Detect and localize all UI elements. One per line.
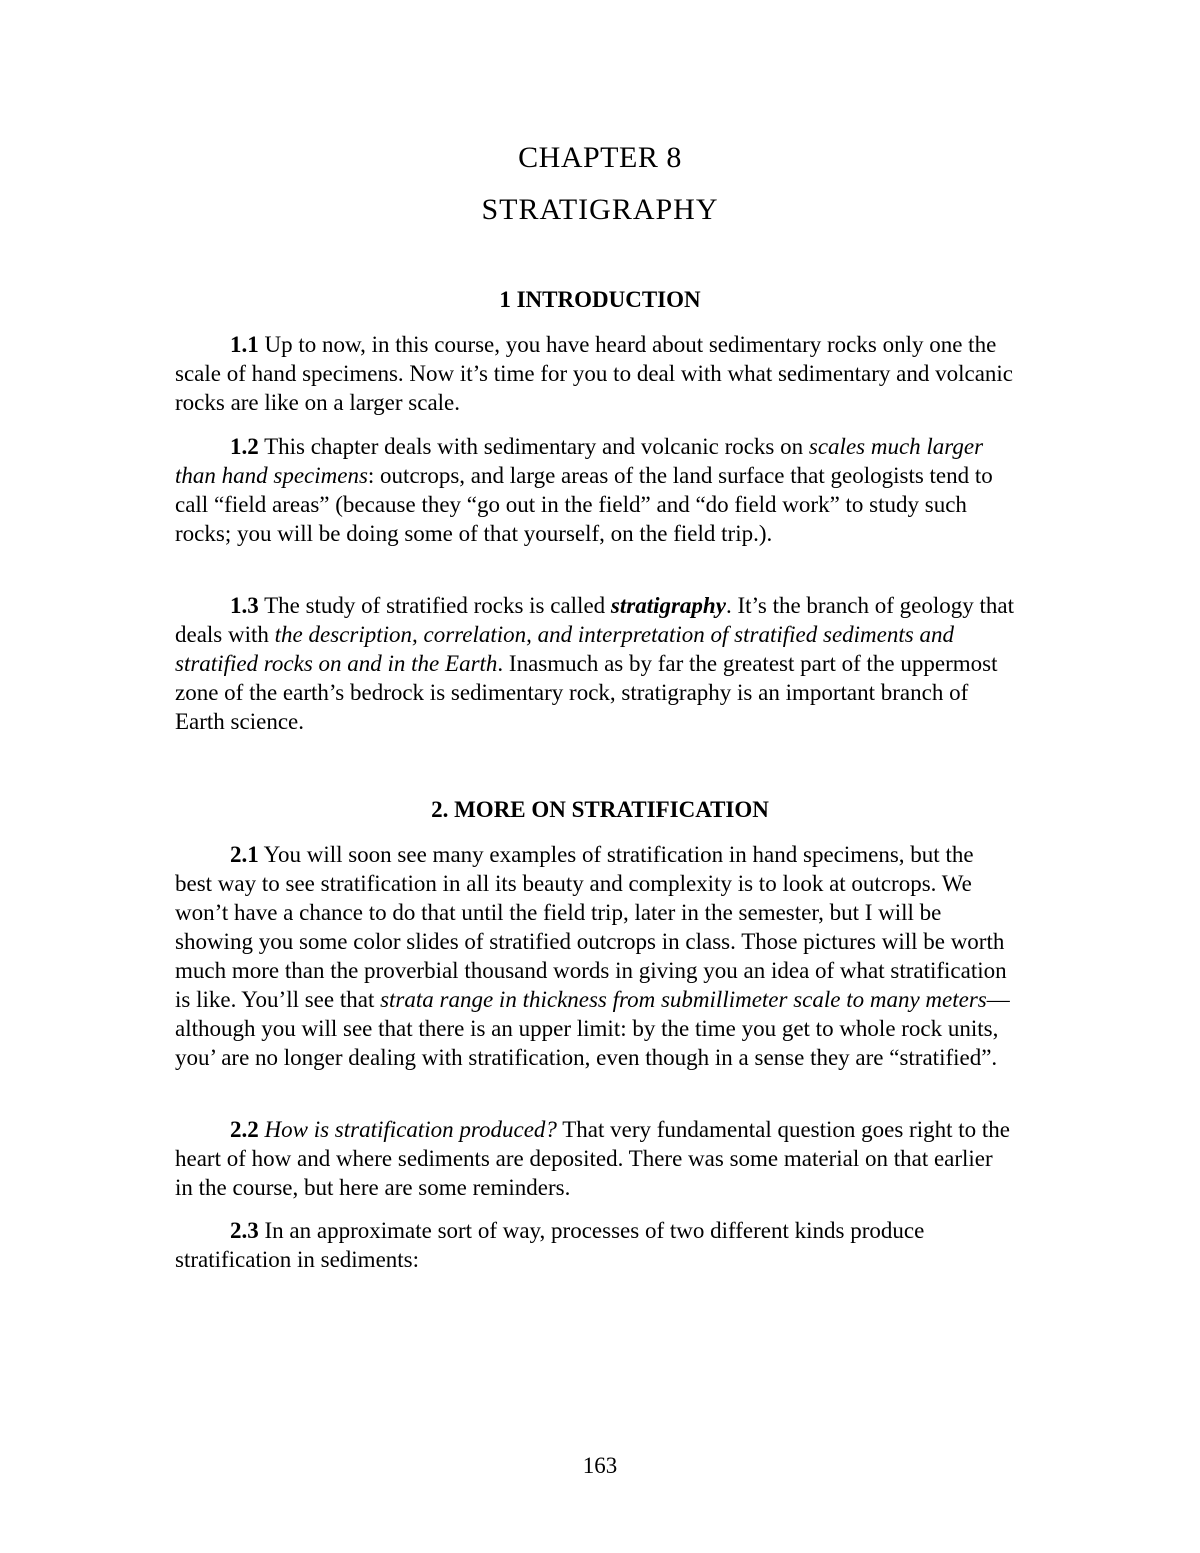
paragraph-text: : outcrops, and large areas of the land surface that geologists tend to call “field areas” (because they “go out in the field” and “do field work” to study such rocks; you will be doing some of that yourself, on the field trip.). — [175, 463, 993, 546]
paragraph-number: 2.1 — [230, 842, 259, 867]
paragraph-text: . Inasmuch as by far the greatest part of the uppermost zone of the earth’s bedrock is sedimentary rock, stratigraphy is an important branch of Earth science. — [175, 651, 998, 734]
paragraph-1-3 — [175, 591, 1015, 736]
paragraph-text: This chapter deals with sedimentary and volcanic rocks on — [258, 434, 809, 459]
paragraph-1-2 — [175, 432, 1015, 548]
paragraph-1-1 — [175, 330, 1015, 417]
section-heading-stratification: 2. MORE ON STRATIFICATION — [431, 797, 769, 822]
paragraph-text: The study of stratified rocks is called — [258, 593, 611, 618]
paragraph-emphasis: How is stratification produced? — [258, 1117, 557, 1142]
paragraph-number: 1.2 — [230, 434, 259, 459]
paragraph-emphasis: scales much larger than hand specimens — [175, 434, 984, 488]
paragraph-number: 2.2 — [230, 1117, 259, 1142]
paragraph-text: You will soon see many examples of stratification in hand specimens, but the best way to see stratification in all its beauty and complexity is to look at outcrops. We won’t have a chance to do that until the field trip, later in the semester, but I will be showing you some color slides of stratified outcrops in class. Those pictures will be worth much more than the proverbial thousand words in giving you an idea of what stratification is like. You’ll see that — [175, 842, 1007, 1012]
paragraph-text: That very fundamental question goes right to the heart of how and where sediments are deposited. There was some material on that earlier in the course, but here are some reminders. — [175, 1117, 1010, 1200]
paragraph-number: 1.1 — [230, 332, 259, 357]
defined-term: stratigraphy — [610, 593, 726, 618]
chapter-subtitle: STRATIGRAPHY — [481, 193, 719, 226]
paragraph-2-1 — [175, 840, 1015, 1072]
paragraph-text: —although you will see that there is an upper limit: by the time you get to whole rock units, you’ are no longer dealing with stratification, even though in a sense they are “stratified”. — [175, 987, 1010, 1070]
chapter-title: CHAPTER 8 — [518, 141, 682, 174]
paragraph-number: 2.3 — [230, 1218, 259, 1243]
paragraph-emphasis: the description, correlation, and interpretation of stratified sediments and stratified rocks on and in the Earth — [175, 622, 954, 676]
paragraph-emphasis: strata range in thickness from submillimeter scale to many meters — [380, 987, 987, 1012]
paragraph-text: Up to now, in this course, you have heard about sedimentary rocks only one the scale of hand specimens. Now it’s time for you to deal with what sedimentary and volcanic rocks are like on a larger scale. — [175, 332, 1013, 415]
page-number: 163 — [582, 1453, 618, 1478]
section-heading-introduction: 1 INTRODUCTION — [499, 287, 701, 312]
paragraph-2-3 — [175, 1216, 1015, 1274]
paragraph-2-2 — [175, 1115, 1015, 1202]
paragraph-text: In an approximate sort of way, processes of two different kinds produce stratification in sediments: — [175, 1218, 925, 1272]
paragraph-text: . It’s the branch of geology that deals with — [175, 593, 1014, 647]
paragraph-number: 1.3 — [230, 593, 259, 618]
